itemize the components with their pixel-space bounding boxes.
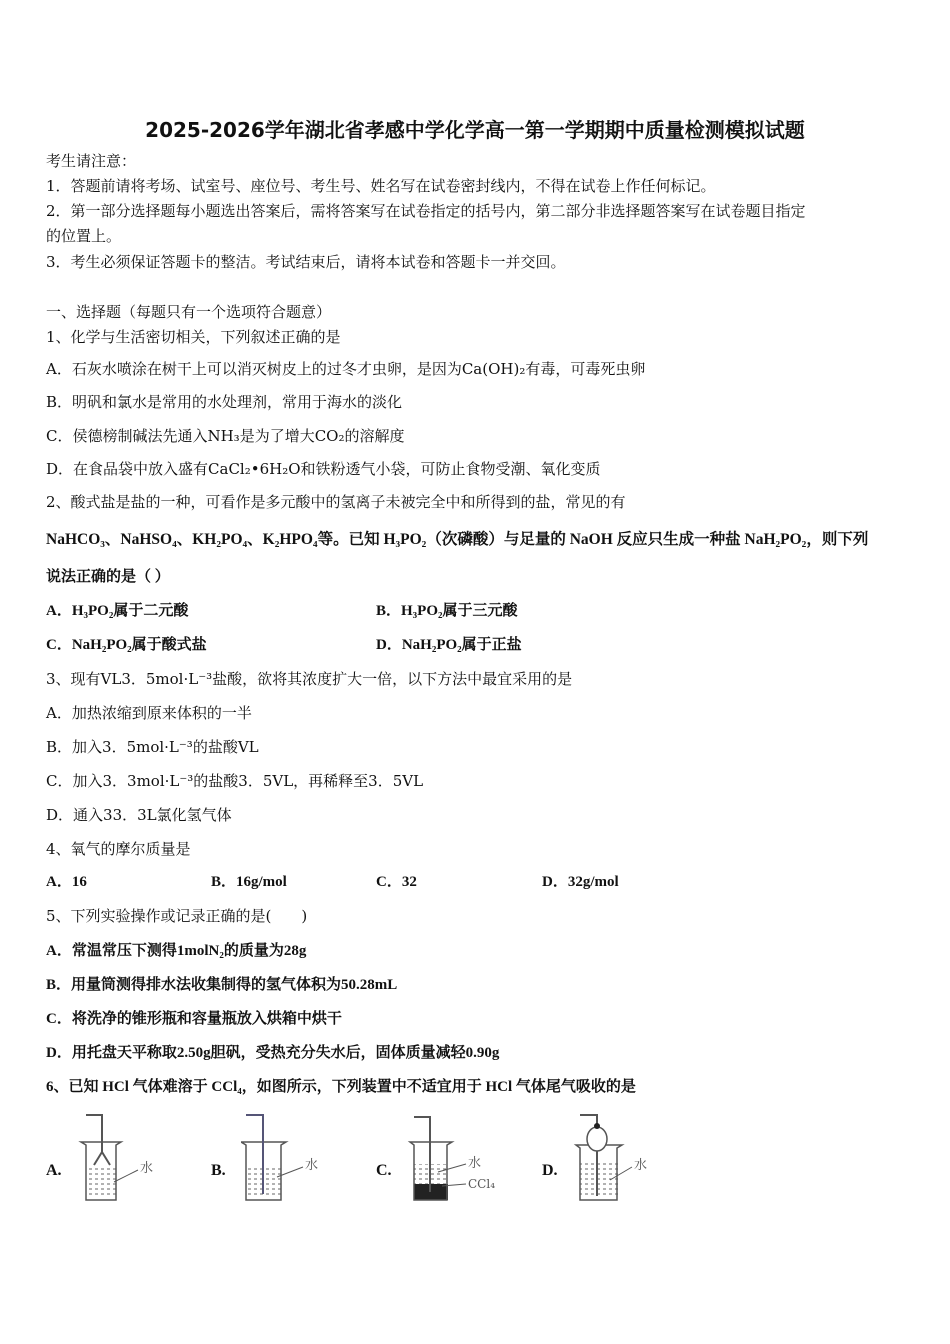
q4-option: C．32 xyxy=(376,874,417,890)
beaker-ccl4-diagram xyxy=(406,1112,536,1207)
q2-option: A．H₃PO₂属于二元酸 xyxy=(46,603,189,619)
q1-option: B．明矾和氯水是常用的水处理剂，常用于海水的淡化 xyxy=(46,393,403,411)
q2-stem: 2、酸式盐是盐的一种，可看作是多元酸中的氢离子未被完全中和所得到的盐，常见的有 xyxy=(46,493,626,511)
notice-heading: 考生请注意： xyxy=(46,152,137,170)
ccl4-label: CCl₄ xyxy=(468,1177,496,1191)
notice-item: 2．第一部分选择题每小题选出答案后，需将答案写在试卷指定的括号内，第二部分非选择题答案写在试卷题目指定 xyxy=(46,202,806,220)
liquid-label: 水 xyxy=(468,1156,482,1171)
q2-option: B．H₃PO₂属于三元酸 xyxy=(376,603,518,619)
liquid-label: 水 xyxy=(634,1158,648,1173)
q3-option: A．加热浓缩到原来体积的一半 xyxy=(46,704,252,722)
q4-option: A．16 xyxy=(46,874,87,890)
q5-option: D．用托盘天平称取2.50g胆矾，受热充分失水后，固体质量减轻0.90g xyxy=(46,1045,500,1061)
q1-option: D．在食品袋中放入盛有CaCl₂•6H₂O和铁粉透气小袋，可防止食物受潮、氧化变质 xyxy=(46,460,601,478)
section-heading: 一、选择题（每题只有一个选项符合题意） xyxy=(46,303,332,321)
q2-stem: NaHCO₃、NaHSO₄、KH₂PO₄、K₂HPO₄等。已知 H₃PO₂（次磷酸）与足量的 NaOH 反应只生成一种盐 NaH₂PO₂，则下列 xyxy=(46,531,869,548)
q3-option: D．通入33．3L氯化氢气体 xyxy=(46,806,232,824)
q2-stem: 说法正确的是（ ） xyxy=(46,569,170,585)
q5-option: A．常温常压下测得1molN₂的质量为28g xyxy=(46,943,307,959)
q5-stem: 5、下列实验操作或记录正确的是( ) xyxy=(46,907,308,925)
q5-option: B．用量筒测得排水法收集制得的氢气体积为50.28mL xyxy=(46,977,398,993)
q2-option: D．NaH₂PO₂属于正盐 xyxy=(376,637,522,653)
notice-item: 的位置上。 xyxy=(46,227,122,245)
beaker-bulb-diagram xyxy=(572,1112,702,1207)
figure-label: A. xyxy=(46,1162,62,1179)
q6-stem: 6、已知 HCl 气体难溶于 CCl₄，如图所示，下列装置中不适宜用于 HCl 气体尾气吸收的是 xyxy=(46,1079,636,1095)
q1-stem: 1、化学与生活密切相关，下列叙述正确的是 xyxy=(46,328,341,346)
q3-option: C．加入3．3mol·L⁻³的盐酸3．5VL，再稀释至3．5VL xyxy=(46,772,424,790)
q4-option: B．16g/mol xyxy=(211,874,287,890)
figure-label: D. xyxy=(542,1162,558,1179)
q4-option: D．32g/mol xyxy=(542,874,619,890)
notice-item: 1．答题前请将考场、试室号、座位号、考生号、姓名写在试卷密封线内，不得在试卷上作任何标记。 xyxy=(46,177,716,195)
q3-stem: 3、现有VL3．5mol·L⁻³盐酸，欲将其浓度扩大一倍，以下方法中最宜采用的是 xyxy=(46,670,573,688)
liquid-label: 水 xyxy=(305,1158,319,1173)
page-title: 2025-2026学年湖北省孝感中学化学高一第一学期期中质量检测模拟试题 xyxy=(145,118,805,142)
beaker-funnel-diagram xyxy=(76,1112,206,1207)
notice-item: 3．考生必须保证答题卡的整洁。考试结束后，请将本试卷和答题卡一并交回。 xyxy=(46,253,566,271)
figure-label: B. xyxy=(211,1162,226,1179)
q2-option: C．NaH₂PO₂属于酸式盐 xyxy=(46,637,207,653)
q1-option: A．石灰水喷涂在树干上可以消灭树皮上的过冬才虫卵，是因为Ca(OH)₂有毒，可毒死虫卵 xyxy=(46,360,646,378)
q5-option: C．将洗净的锥形瓶和容量瓶放入烘箱中烘干 xyxy=(46,1011,342,1027)
beaker-tube-diagram xyxy=(241,1112,371,1207)
liquid-label: 水 xyxy=(140,1161,154,1176)
figure-label: C. xyxy=(376,1162,392,1179)
q3-option: B．加入3．5mol·L⁻³的盐酸VL xyxy=(46,738,259,756)
q4-stem: 4、氧气的摩尔质量是 xyxy=(46,840,191,858)
q1-option: C．侯德榜制碱法先通入NH₃是为了增大CO₂的溶解度 xyxy=(46,427,405,445)
